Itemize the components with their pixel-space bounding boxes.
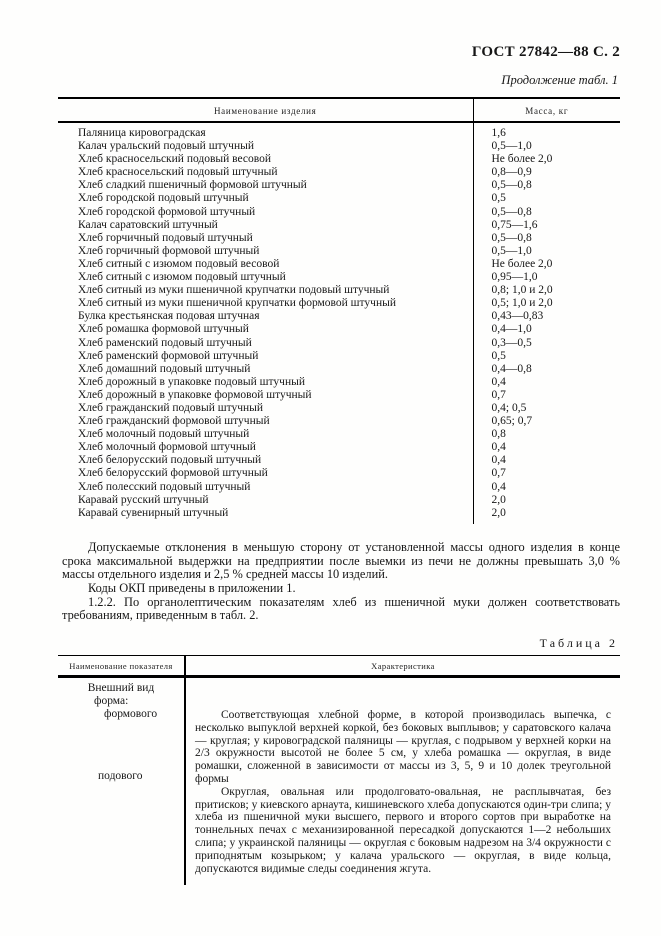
product-mass: 0,4—1,0 <box>491 323 532 336</box>
organoleptic-table <box>58 655 620 885</box>
product-mass: 0,5—0,8 <box>491 231 532 244</box>
product-name: Хлеб сладкий пшеничный формовой штучный <box>58 179 473 192</box>
clause-1-2-2-paragraph: 1.2.2. По органолептическим показателям хлеб из пшеничной муки должен соответствовать требованиям, приведенным в табл. 2. <box>62 594 620 623</box>
product-mass: 0,43—0,83 <box>491 310 544 323</box>
product-mass: 0,5—1,0 <box>491 140 532 153</box>
table-row <box>58 219 620 232</box>
product-name: Каравай русский штучный <box>58 494 473 507</box>
product-mass: 0,8 <box>491 428 506 441</box>
product-mass: 2,0 <box>491 506 506 519</box>
table-row <box>58 428 620 441</box>
table-row <box>58 376 620 389</box>
table-row <box>58 166 620 179</box>
table-row <box>58 389 620 402</box>
table-row <box>58 323 620 336</box>
product-name: Хлеб дорожный в упаковке подовый штучный <box>58 376 473 389</box>
product-mass: 0,4 <box>491 441 506 454</box>
body-text-block <box>62 541 620 623</box>
column-header-characteristic: Характеристика <box>185 656 620 677</box>
table-row <box>58 310 620 323</box>
product-name: Хлеб полесский подовый штучный <box>58 481 473 494</box>
product-name: Хлеб домашний подовый штучный <box>58 363 473 376</box>
product-name: Хлеб белорусский формовой штучный <box>58 467 473 480</box>
table-row <box>58 153 620 166</box>
product-name: Хлеб раменский подовый штучный <box>58 337 473 350</box>
table-row <box>58 363 620 376</box>
product-name: Хлеб белорусский подовый штучный <box>58 454 473 467</box>
product-name: Хлеб красносельский подовый весовой <box>58 153 473 166</box>
table-row <box>58 677 620 886</box>
column-header-mass: Масса, кг <box>473 98 620 122</box>
table-row <box>58 232 620 245</box>
product-name: Хлеб городской подовый штучный <box>58 192 473 205</box>
product-mass: 0,4 <box>491 454 506 467</box>
product-name: Хлеб ситный из муки пшеничной крупчатки подовый штучный <box>58 284 473 297</box>
characteristic-podovogo-paragraph: Округлая, овальная или продолговато-овальная, не расплывчатая, без притисков; у киевского арнаута, кишиневского хлеба допускаются один-три слипа; у хлеба из пшеничной муки высшего, первого и второго сортов при выработке на тоннельных печах с механизированной пересадкой допускаются 1—2 небольших слипа; у украинской паляницы — округлая с боковым надрезом на 3/4 окружности с приподнятым козырьком; у калача уральского — округлая, в виде кольца, допускаются видимые следы соединения жгута. <box>195 785 611 875</box>
products-mass-table-header <box>58 98 620 122</box>
okp-codes-paragraph: Коды ОКП приведены в приложении 1. <box>88 580 296 595</box>
table-row <box>58 507 620 524</box>
product-mass: 0,75—1,6 <box>491 218 538 231</box>
product-name: Хлеб ситный из муки пшеничной крупчатки формовой штучный <box>58 297 473 310</box>
indicator-cell <box>58 677 185 886</box>
products-mass-table-body <box>58 122 620 524</box>
product-name: Булка крестьянская подовая штучная <box>58 310 473 323</box>
product-name: Хлеб раменский формовой штучный <box>58 350 473 363</box>
table-row <box>58 271 620 284</box>
product-name: Хлеб дорожный в упаковке формовой штучный <box>58 389 473 402</box>
product-name: Хлеб ситный с изюмом подовый штучный <box>58 271 473 284</box>
table-row <box>58 192 620 205</box>
table-row <box>58 140 620 153</box>
tolerance-paragraph: Допускаемые отклонения в меньшую сторону от установленной массы одного изделия в конце срока максимальной выдержки на предприятии после выемки из печи не должны превышать 3,0 % массы отдельного изделия и 2,5 % средней массы 10 изделий. <box>62 539 620 582</box>
table-row <box>58 467 620 480</box>
product-mass: 0,5; 1,0 и 2,0 <box>491 297 553 310</box>
product-name: Хлеб гражданский подовый штучный <box>58 402 473 415</box>
product-mass: 0,5—0,8 <box>491 179 532 192</box>
characteristic-formovogo-paragraph: Соответствующая хлебной форме, в которой производилась выпечка, с несколько выпуклой верхней коркой, без боковых выплывов; у саратовского калача — круглая; у кировоградской паляницы — круглая, с подрывом у верхней корки на 2/3 окружности высотой не более 5 см, у хлеба ромашка — округлая, в виде ромашки, сложенной в зависимости от массы из 3, 5, 9 и 10 долек треугольной формы <box>195 709 611 786</box>
product-mass: 0,7 <box>491 467 506 480</box>
table-continuation-note: Продолжение табл. 1 <box>501 73 618 87</box>
table-row <box>58 481 620 494</box>
product-mass: 0,5 <box>491 192 506 205</box>
indicator-form: форма: <box>94 695 129 708</box>
product-name: Хлеб горчичный формовой штучный <box>58 245 473 258</box>
table-row <box>58 122 620 140</box>
product-mass: 0,5—1,0 <box>491 244 532 257</box>
table-row <box>58 297 620 310</box>
product-mass: 0,8; 1,0 и 2,0 <box>491 284 553 297</box>
table-row <box>58 258 620 271</box>
product-mass: 1,6 <box>491 127 506 139</box>
product-name: Хлеб ситный с изюмом подовый весовой <box>58 258 473 271</box>
table-row <box>58 206 620 219</box>
product-name: Каравай сувенирный штучный <box>58 507 473 524</box>
product-mass: 0,4—0,8 <box>491 362 532 375</box>
product-mass: Не более 2,0 <box>491 153 553 166</box>
indicator-podovogo: подового <box>98 770 143 783</box>
product-name: Калач уральский подовый штучный <box>58 140 473 153</box>
table-row <box>58 337 620 350</box>
organoleptic-table-header <box>58 656 620 677</box>
product-name: Хлеб горчичный подовый штучный <box>58 232 473 245</box>
column-header-product: Наименование изделия <box>58 98 473 122</box>
indicator-appearance: Внешний вид <box>87 682 155 695</box>
product-name: Хлеб красносельский подовый штучный <box>58 166 473 179</box>
table-row <box>58 350 620 363</box>
product-mass: 0,65; 0,7 <box>491 415 533 428</box>
product-name: Хлеб молочный формовой штучный <box>58 441 473 454</box>
product-name: Хлеб молочный подовый штучный <box>58 428 473 441</box>
table-row <box>58 494 620 507</box>
product-mass: 2,0 <box>491 493 506 506</box>
table-row <box>58 441 620 454</box>
product-name: Хлеб ромашка формовой штучный <box>58 323 473 336</box>
table-row <box>58 179 620 192</box>
table-row <box>58 245 620 258</box>
product-mass: 0,7 <box>491 388 506 401</box>
table2-label: Таблица 2 <box>539 636 618 651</box>
product-name: Калач саратовский штучный <box>58 219 473 232</box>
product-name: Паляница кировоградская <box>58 122 473 140</box>
table-row <box>58 415 620 428</box>
product-mass: 0,95—1,0 <box>491 271 538 284</box>
product-mass: 0,8—0,9 <box>491 166 532 179</box>
product-mass: 0,4; 0,5 <box>491 401 527 414</box>
characteristic-cell <box>185 677 620 886</box>
gost-standard-header: ГОСТ 27842—88 С. 2 <box>471 44 620 60</box>
product-mass: 0,5 <box>491 349 506 362</box>
indicator-formovogo: формового <box>104 708 158 721</box>
product-mass: 0,5—0,8 <box>491 205 532 218</box>
column-header-indicator: Наименование показателя <box>58 656 185 677</box>
product-mass: 0,4 <box>491 375 506 388</box>
product-name: Хлеб гражданский формовой штучный <box>58 415 473 428</box>
product-name: Хлеб городской формовой штучный <box>58 206 473 219</box>
table-row <box>58 284 620 297</box>
product-mass: 0,4 <box>491 480 506 493</box>
product-mass: 0,3—0,5 <box>491 336 532 349</box>
product-mass: Не более 2,0 <box>491 257 553 270</box>
products-mass-table <box>58 97 620 524</box>
table-row <box>58 454 620 467</box>
table-row <box>58 402 620 415</box>
